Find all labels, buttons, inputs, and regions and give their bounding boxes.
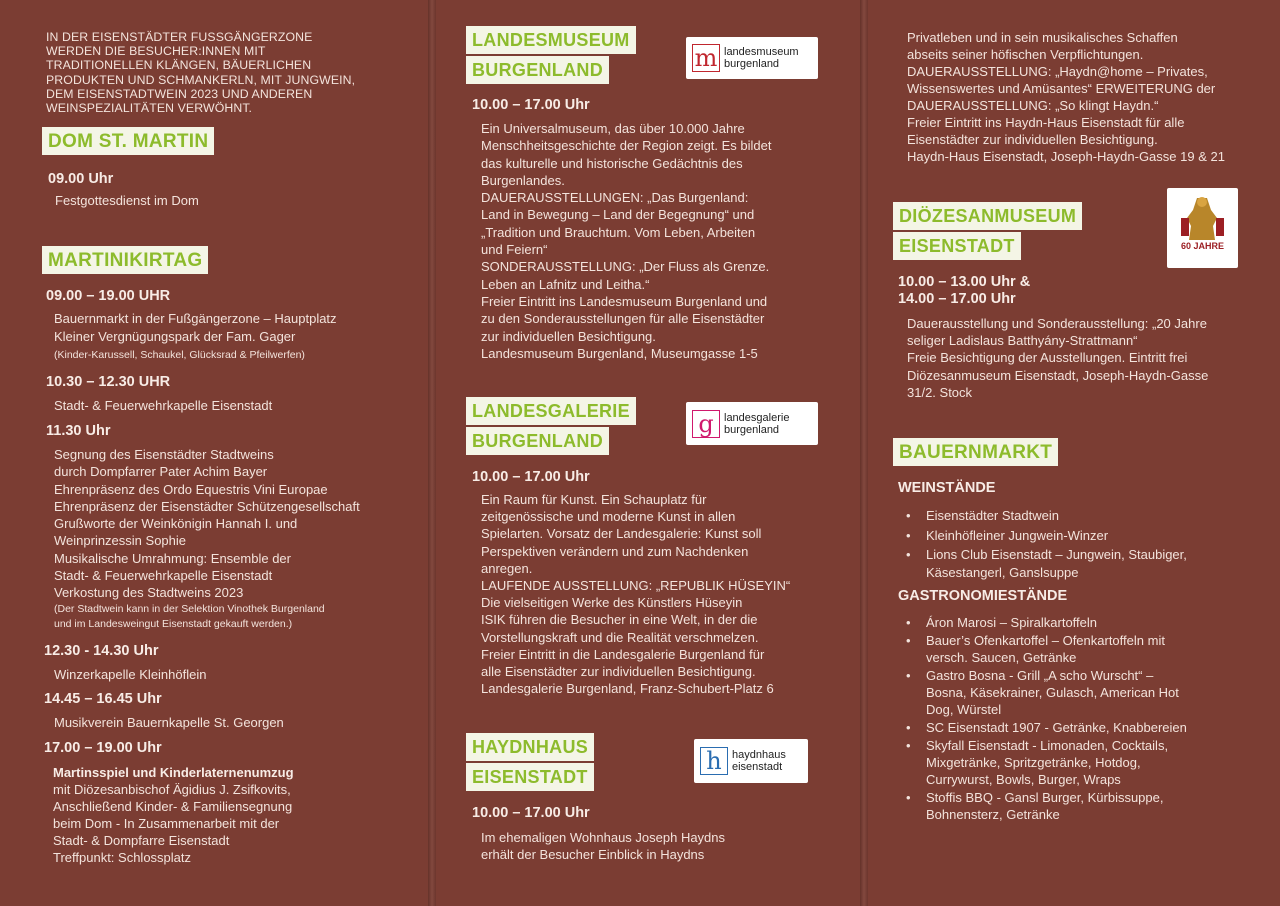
landesgalerie-title-1: LANDESGALERIE xyxy=(466,397,636,425)
list-item-line: • SC Eisenstadt 1907 - Getränke, Knabbereien xyxy=(926,720,1187,735)
saint-figure-icon xyxy=(1167,188,1238,268)
list-item xyxy=(896,789,1246,823)
dioezesanmuseum-time-1: 10.00 – 13.00 Uhr & xyxy=(898,274,1031,290)
dioezesanmuseum-line: 31/2. Stock xyxy=(907,384,973,400)
list-item-line: • Bauer’s Ofenkartoffel – Ofenkartoffeln mit xyxy=(926,633,1165,648)
list-item-line: Mixgetränke, Spritzgetränke, Hotdog, xyxy=(926,755,1141,770)
landesgalerie-line: Ein Raum für Kunst. Ein Schauplatz für xyxy=(481,492,707,507)
landesmuseum-time: 10.00 – 17.00 Uhr xyxy=(472,97,590,113)
kirtag-time-4: 12.30 - 14.30 Uhr xyxy=(44,643,159,659)
kirtag-3-line: Segnung des Eisenstädter Stadtweins xyxy=(54,447,274,462)
kirtag-3-line: Weinprinzessin Sophie xyxy=(54,533,186,549)
landesgalerie-title-2: BURGENLAND xyxy=(466,427,609,455)
dom-time: 09.00 Uhr xyxy=(48,171,114,187)
list-item-line: Bosna, Käsekrainer, Gulasch, American Hot xyxy=(926,685,1179,700)
landesmuseum-line: Burgenlandes. xyxy=(481,172,565,188)
logo-text: burgenland xyxy=(724,58,780,70)
list-item-line: versch. Saucen, Getränke xyxy=(926,650,1077,665)
kirtag-time-6: 17.00 – 19.00 Uhr xyxy=(44,740,162,756)
landesmuseum-line: DAUERAUSSTELLUNGEN: „Das Burgenland: xyxy=(481,190,749,206)
haydnhaus-cont-line: Eisenstädter zur individuellen Besichtigung. xyxy=(907,132,1158,147)
kirtag-time-2: 10.30 – 12.30 UHR xyxy=(46,374,171,390)
kirtag-3-line: Ehrenpräsenz der Eisenstädter Schützengesellschaft xyxy=(54,498,360,514)
haydnhaus-cont-line: abseits seiner höfischen Verpflichtungen. xyxy=(907,47,1144,62)
haydnhaus-title-2: EISENSTADT xyxy=(466,763,594,791)
haydnhaus-cont-line: DAUERAUSSTELLUNG: „So klingt Haydn.“ xyxy=(907,98,1159,113)
landesgalerie-line: Freier Eintritt in die Landesgalerie Burgenland für xyxy=(481,646,765,662)
landesgalerie-line: LAUFENDE AUSSTELLUNG: „REPUBLIK HÜSEYIN“ xyxy=(481,578,791,594)
dom-title: DOM ST. MARTIN xyxy=(42,127,214,155)
haydnhaus-cont-line: DAUERAUSSTELLUNG: „Haydn@home – Privates, xyxy=(907,64,1208,79)
landesmuseum-title-2: BURGENLAND xyxy=(466,56,609,84)
landesgalerie-line: ISIK führen die Besucher in eine Welt, in der die xyxy=(481,612,758,628)
kirtag-3-line: Ehrenpräsenz des Ordo Equestris Vini Europae xyxy=(54,481,328,497)
dioezesanmuseum-title-2: EISENSTADT xyxy=(893,232,1021,260)
dom-text: Festgottesdienst im Dom xyxy=(55,193,199,208)
list-item-line: • Kleinhöfleiner Jungwein-Winzer xyxy=(926,527,1109,543)
list-item-line: • Skyfall Eisenstadt - Limonaden, Cocktails, xyxy=(926,738,1169,753)
landesgalerie-line: Landesgalerie Burgenland, Franz-Schubert-Platz 6 xyxy=(481,681,774,697)
landesmuseum-line: SONDERAUSSTELLUNG: „Der Fluss als Grenze. xyxy=(481,259,770,275)
list-item xyxy=(896,667,1246,718)
landesgalerie-line: Perspektiven verändern und zum Nachdenken xyxy=(481,543,749,559)
landesgalerie-line: Vorstellungskraft und die Realität verschmelzen. xyxy=(481,629,759,645)
kirtag-2-text: Stadt- & Feuerwehrkapelle Eisenstadt xyxy=(54,398,273,413)
gastronomiestaende-list xyxy=(896,614,1246,823)
bauernmarkt-title: BAUERNMARKT xyxy=(893,438,1058,466)
kirtag-1-small: (Kinder-Karussell, Schaukel, Glücksrad & Pfeilwerfen) xyxy=(54,349,305,361)
gastronomiestaende-title: GASTRONOMIESTÄNDE xyxy=(898,588,1068,604)
kirtag-1-line: Kleiner Vergnügungspark der Fam. Gager xyxy=(54,329,296,344)
dioezesanmuseum-logo-text: 60 JAHRE xyxy=(1180,241,1225,251)
kirtag-3-line: durch Dompfarrer Pater Achim Bayer xyxy=(54,464,268,480)
kirtag-6-bold: Martinsspiel und Kinderlaternenumzug xyxy=(53,765,294,780)
kirtag-3-line: Stadt- & Feuerwehrkapelle Eisenstadt xyxy=(54,568,273,584)
kirtag-6-line: beim Dom - In Zusammenarbeit mit der xyxy=(53,816,280,831)
dioezesanmuseum-logo xyxy=(1167,188,1238,268)
landesgalerie-logo xyxy=(686,402,818,445)
list-item xyxy=(896,527,1246,545)
kirtag-time-5: 14.45 – 16.45 Uhr xyxy=(44,691,162,707)
logo-text: landesmuseum xyxy=(724,46,799,58)
intro-line: TRADITIONELLEN KLÄNGEN, BÄUERLICHEN xyxy=(46,58,312,73)
landesmuseum-line: „Tradition und Brauchtum. Vom Leben, Arbeiten xyxy=(481,224,756,240)
intro-line: WERDEN DIE BESUCHER:INNEN MIT xyxy=(46,44,266,59)
list-item-line: • Áron Marosi – Spiralkartoffeln xyxy=(926,615,1098,630)
kirtag-3-line: Verkostung des Stadtweins 2023 xyxy=(54,585,244,601)
list-item xyxy=(896,737,1246,788)
list-item-line: • Eisenstädter Stadtwein xyxy=(926,508,1059,523)
logo-text: landesgalerie xyxy=(724,411,790,424)
landesgalerie-line: Spielarten. Vorsatz der Landesgalerie: Kunst soll xyxy=(481,526,762,542)
landesmuseum-line: und Feiern“ xyxy=(481,242,548,258)
list-item xyxy=(896,614,1246,631)
landesmuseum-logo xyxy=(686,37,818,79)
list-item-line: • Gastro Bosna - Grill „A scho Wurscht“ – xyxy=(926,668,1154,683)
landesgalerie-logo-icon: g xyxy=(692,410,720,438)
intro-line: WEINSPEZIALITÄTEN VERWÖHNT. xyxy=(46,101,253,116)
weinstaende-title: WEINSTÄNDE xyxy=(898,480,996,496)
haydnhaus-title-1: HAYDNHAUS xyxy=(466,733,594,761)
list-item-line: • Lions Club Eisenstadt – Jungwein, Staubiger, xyxy=(926,547,1187,562)
haydnhaus-cont-line: Privatleben und in sein musikalisches Schaffen xyxy=(907,30,1178,45)
landesmuseum-line: Leben an Lafnitz und Leitha.“ xyxy=(481,276,650,292)
kirtag-6-line: mit Diözesanbischof Ägidius J. Zsifkovits, xyxy=(53,782,291,797)
logo-text: eisenstadt xyxy=(732,761,783,773)
list-item xyxy=(896,546,1246,581)
landesgalerie-line: anregen. xyxy=(481,560,533,576)
landesmuseum-line: zu den Sonderausstellungen für alle Eisenstädter xyxy=(481,311,765,327)
intro-text xyxy=(46,30,416,115)
haydnhaus-logo xyxy=(694,739,808,783)
intro-line: PRODUKTEN UND SCHMANKERLN, MIT JUNGWEIN, xyxy=(46,72,356,87)
list-item xyxy=(896,719,1246,736)
haydnhaus-continued xyxy=(907,29,1252,165)
kirtag-3-line: Musikalische Umrahmung: Ensemble der xyxy=(54,550,291,566)
kirtag-4-text: Winzerkapelle Kleinhöflein xyxy=(54,667,207,682)
haydnhaus-cont-line: Haydn-Haus Eisenstadt, Joseph-Haydn-Gasse 19 & 21 xyxy=(907,149,1225,164)
landesmuseum-line: Menschheitsgeschichte der Region zeigt. Es bildet xyxy=(481,138,772,154)
list-item xyxy=(896,632,1246,666)
kirtag-3-small: (Der Stadtwein kann in der Selektion Vinothek Burgenland xyxy=(54,602,325,615)
haydnhaus-cont-line: Wissenswertes und Amüsantes“ ERWEITERUNG der xyxy=(907,81,1216,96)
haydnhaus-logo-icon: h xyxy=(700,747,728,775)
kirtag-time-3: 11.30 Uhr xyxy=(46,423,111,439)
list-item-line: • Stoffis BBQ - Gansl Burger, Kürbissuppe, xyxy=(926,790,1164,805)
landesgalerie-line: alle Eisenstädter zur individuellen Besichtigung. xyxy=(481,664,756,680)
kirtag-5-text: Musikverein Bauernkapelle St. Georgen xyxy=(54,715,284,730)
haydnhaus-line: Im ehemaligen Wohnhaus Joseph Haydns xyxy=(481,830,726,845)
landesmuseum-title-1: LANDESMUSEUM xyxy=(466,26,636,54)
landesmuseum-logo-icon: m xyxy=(692,44,720,72)
dioezesanmuseum-line: Diözesanmuseum Eisenstadt, Joseph-Haydn-Gasse xyxy=(907,367,1209,383)
dioezesanmuseum-title-1: DIÖZESANMUSEUM xyxy=(893,202,1082,230)
haydnhaus-time: 10.00 – 17.00 Uhr xyxy=(472,805,590,821)
kirtag-6-line: Treffpunkt: Schlossplatz xyxy=(53,850,192,865)
kirtag-6-line: Anschließend Kinder- & Familiensegnung xyxy=(53,799,293,814)
intro-line: IN DER EISENSTÄDTER FUSSGÄNGERZONE xyxy=(46,30,313,44)
kirtag-3-line: Grußworte der Weinkönigin Hannah I. und xyxy=(54,516,298,532)
list-item-line: Bohnensterz, Getränke xyxy=(926,807,1060,822)
list-item xyxy=(896,507,1246,525)
kirtag-1-line: Bauernmarkt in der Fußgängerzone – Hauptplatz xyxy=(54,311,337,326)
landesmuseum-line: das kulturelle und historische Gedächtnis des xyxy=(481,155,743,171)
landesmuseum-line: Ein Universalmuseum, das über 10.000 Jahre xyxy=(481,121,745,136)
dioezesanmuseum-line: seliger Ladislaus Batthyány-Strattmann“ xyxy=(907,333,1138,349)
kirtag-6-line: Stadt- & Dompfarre Eisenstadt xyxy=(53,833,230,848)
logo-text: haydnhaus xyxy=(732,749,786,761)
landesmuseum-line: zur individuellen Besichtigung. xyxy=(481,328,656,344)
fold-line-right xyxy=(860,0,868,906)
kirtag-title: MARTINIKIRTAG xyxy=(42,246,208,274)
landesgalerie-line: zeitgenössische und moderne Kunst in allen xyxy=(481,509,736,525)
haydnhaus-cont-line: Freier Eintritt ins Haydn-Haus Eisenstadt für alle xyxy=(907,115,1185,130)
fold-line-left xyxy=(428,0,436,906)
landesmuseum-line: Freier Eintritt ins Landesmuseum Burgenland und xyxy=(481,293,768,309)
intro-line: DEM EISENSTADTWEIN 2023 UND ANDEREN xyxy=(46,86,313,101)
dioezesanmuseum-time-2: 14.00 – 17.00 Uhr xyxy=(898,291,1016,307)
list-item-line: Currywurst, Bowls, Burger, Wraps xyxy=(926,772,1121,787)
list-item-line: Dog, Würstel xyxy=(926,702,1002,717)
dioezesanmuseum-line: Dauerausstellung und Sonderausstellung: „20 Jahre xyxy=(907,316,1207,331)
logo-text: burgenland xyxy=(724,423,780,436)
haydnhaus-line: erhält der Besucher Einblick in Haydns xyxy=(481,847,705,862)
list-item-line: Käsestangerl, Ganslsuppe xyxy=(926,564,1079,580)
landesgalerie-line: Die vielseitigen Werke des Künstlers Hüseyin xyxy=(481,595,743,611)
landesmuseum-line: Land in Bewegung – Land der Begegnung“ und xyxy=(481,207,755,223)
landesmuseum-line: Landesmuseum Burgenland, Museumgasse 1-5 xyxy=(481,345,758,361)
weinstaende-list xyxy=(896,507,1246,581)
kirtag-time-1: 09.00 – 19.00 UHR xyxy=(46,288,171,304)
dioezesanmuseum-line: Freie Besichtigung der Ausstellungen. Eintritt frei xyxy=(907,350,1188,366)
kirtag-3-small: und im Landesweingut Eisenstadt gekauft werden.) xyxy=(54,617,293,630)
landesgalerie-time: 10.00 – 17.00 Uhr xyxy=(472,469,590,485)
